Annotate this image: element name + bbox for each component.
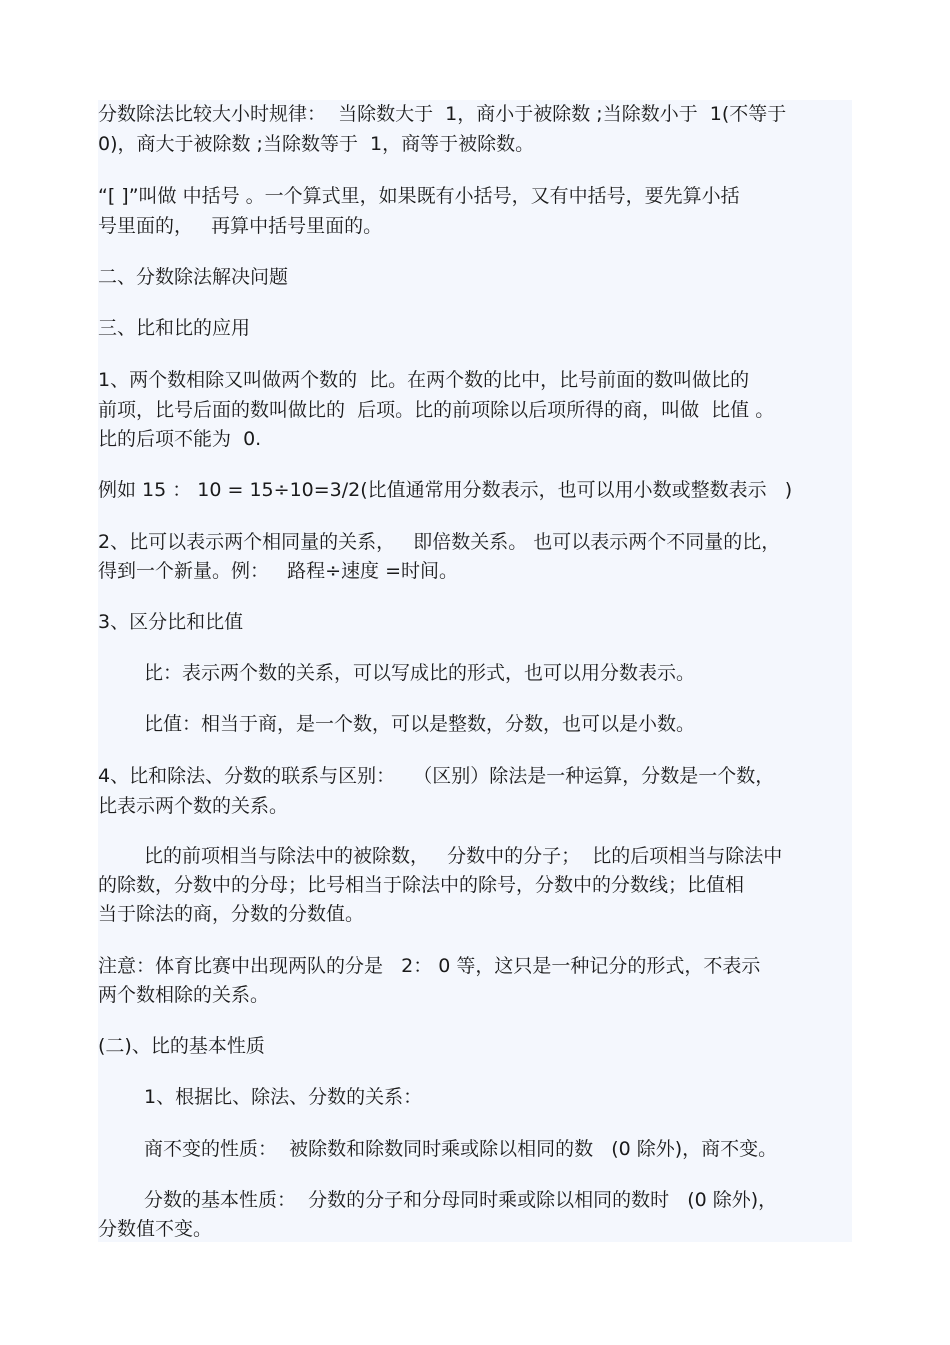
- text-line: 当于除法的商，分数的分数值。: [98, 903, 365, 925]
- text-line: 注意：体育比赛中出现两队的分是 2： 0 等，这只是一种记分的形式，不表示: [98, 955, 761, 977]
- text-line: 号里面的， 再算中括号里面的。: [98, 215, 383, 237]
- section-heading: 三、比和比的应用: [98, 317, 251, 339]
- text-line: 前项，比号后面的数叫做比的 后项。比的前项除以后项所得的商，叫做 比值 。: [98, 399, 775, 421]
- text-line: 分数除法比较大小时规律： 当除数大于 1，商小于被除数 ;当除数小于 1(不等于: [98, 103, 787, 125]
- text-line: 分数值不变。: [98, 1218, 213, 1240]
- text-line: 商不变的性质： 被除数和除数同时乘或除以相同的数 (0 除外)，商不变。: [144, 1138, 778, 1160]
- text-line: 得到一个新量。例： 路程÷速度 =时间。: [98, 560, 458, 582]
- text-line: 比：表示两个数的关系，可以写成比的形式，也可以用分数表示。: [144, 662, 696, 684]
- section-heading: (二)、比的基本性质: [98, 1035, 265, 1057]
- text-line: 1、两个数相除又叫做两个数的 比。在两个数的比中，比号前面的数叫做比的: [98, 369, 750, 391]
- text-line: 例如 15 ： 10 = 15÷10=3/2(比值通常用分数表示，也可以用小数或整数表示 ): [98, 479, 793, 501]
- section-heading: 二、分数除法解决问题: [98, 266, 289, 288]
- text-line: 0)，商大于被除数 ;当除数等于 1，商等于被除数。: [98, 133, 535, 155]
- document-page: [98, 100, 852, 1242]
- text-line: 比的前项相当与除法中的被除数， 分数中的分子； 比的后项相当与除法中: [144, 845, 783, 867]
- text-line: “[ ]”叫做 中括号 。一个算式里，如果既有小括号，又有中括号，要先算小括: [98, 185, 740, 207]
- text-line: 1、根据比、除法、分数的关系：: [144, 1086, 423, 1108]
- text-line: 两个数相除的关系。: [98, 984, 270, 1006]
- text-line: 分数的基本性质： 分数的分子和分母同时乘或除以相同的数时 (0 除外)，: [144, 1189, 778, 1211]
- text-line: 比的后项不能为 0.: [98, 428, 262, 450]
- text-line: 的除数，分数中的分母；比号相当于除法中的除号，分数中的分数线；比值相: [98, 874, 745, 896]
- text-line: 比表示两个数的关系。: [98, 795, 289, 817]
- text-line: 2、比可以表示两个相同量的关系， 即倍数关系。 也可以表示两个不同量的比，: [98, 531, 781, 553]
- text-line: 比值：相当于商，是一个数，可以是整数，分数，也可以是小数。: [144, 713, 696, 735]
- section-heading: 3、区分比和比值: [98, 611, 244, 633]
- text-line: 4、比和除法、分数的联系与区别： （区别）除法是一种运算，分数是一个数，: [98, 765, 775, 787]
